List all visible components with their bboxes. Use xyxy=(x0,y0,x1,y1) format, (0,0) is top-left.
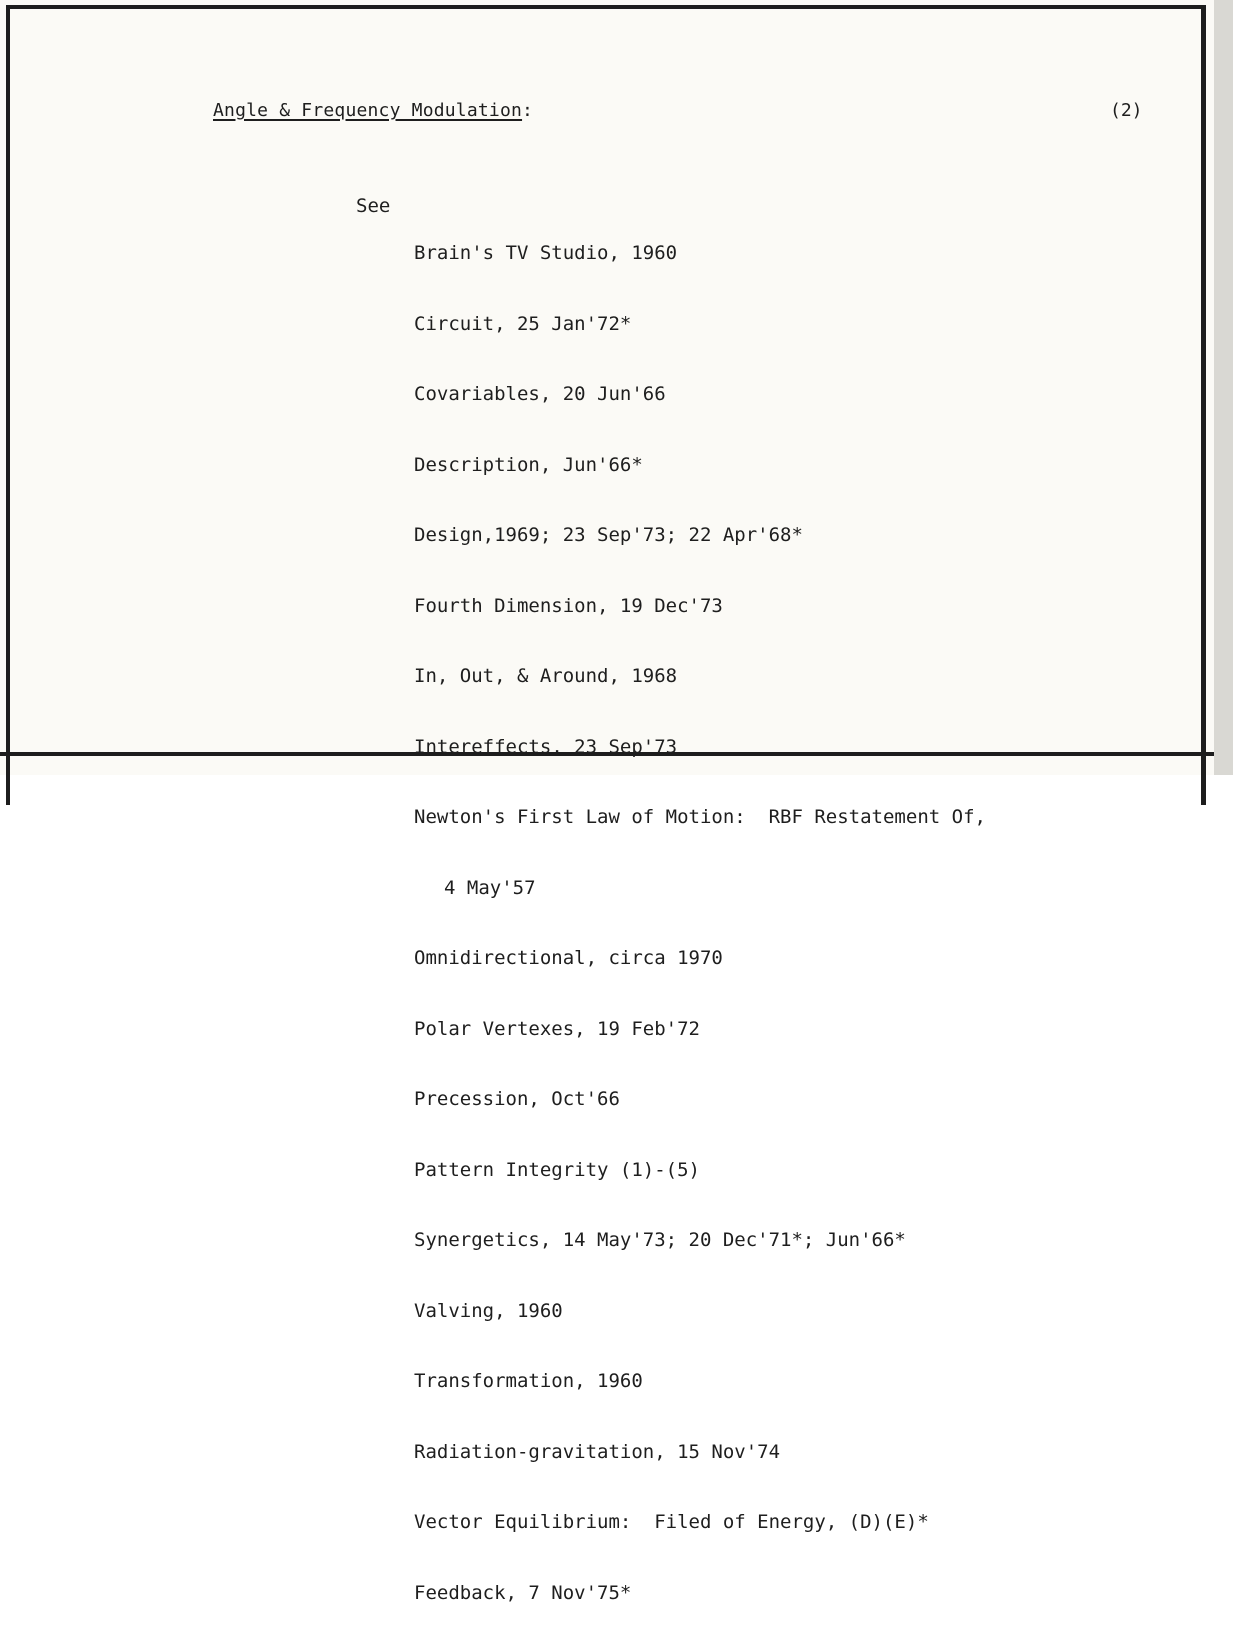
list-item: Synergetics, 14 May'73; 20 Dec'71*; Jun'66* xyxy=(414,1229,906,1251)
heading-colon: : xyxy=(522,100,534,121)
list-item: Covariables, 20 Jun'66 xyxy=(414,383,666,405)
list-item: Vector Equilibrium: Filed of Energy, (D)(E)* xyxy=(414,1511,929,1533)
list-item: Fourth Dimension, 19 Dec'73 xyxy=(414,594,723,617)
list-item: Description, Jun'66* xyxy=(414,453,643,476)
list-item: Precession, Oct'66 xyxy=(414,1088,620,1110)
list-item-continuation: 4 May'57 xyxy=(444,876,536,899)
list-item: Radiation-gravitation, 15 Nov'74 xyxy=(414,1440,781,1463)
cross-reference-list xyxy=(414,195,986,1652)
list-item: Intereffects, 23 Sep'73 xyxy=(414,735,678,758)
list-item: In, Out, & Around, 1968 xyxy=(414,665,678,687)
heading-title: Angle & Frequency Modulation xyxy=(213,100,523,121)
see-label: See xyxy=(356,195,391,217)
list-item: Valving, 1960 xyxy=(414,1299,563,1322)
list-item: Design,1969; 23 Sep'73; 22 Apr'68* xyxy=(414,524,803,546)
list-item: Feedback, 7 Nov'75* xyxy=(414,1581,632,1604)
list-item: Circuit, 25 Jan'72* xyxy=(414,312,632,335)
list-item: Pattern Integrity (1)-(5) xyxy=(414,1158,700,1181)
list-item: Newton's First Law of Motion: RBF Restatement Of, xyxy=(414,806,986,828)
card-heading xyxy=(213,100,533,121)
list-item: Brain's TV Studio, 1960 xyxy=(414,242,678,264)
list-item: Transformation, 1960 xyxy=(414,1370,643,1392)
scan-edge-strip xyxy=(1214,0,1233,775)
list-item: Polar Vertexes, 19 Feb'72 xyxy=(414,1017,700,1040)
page-number: (2) xyxy=(1110,100,1143,121)
list-item: Omnidirectional, circa 1970 xyxy=(414,947,723,969)
